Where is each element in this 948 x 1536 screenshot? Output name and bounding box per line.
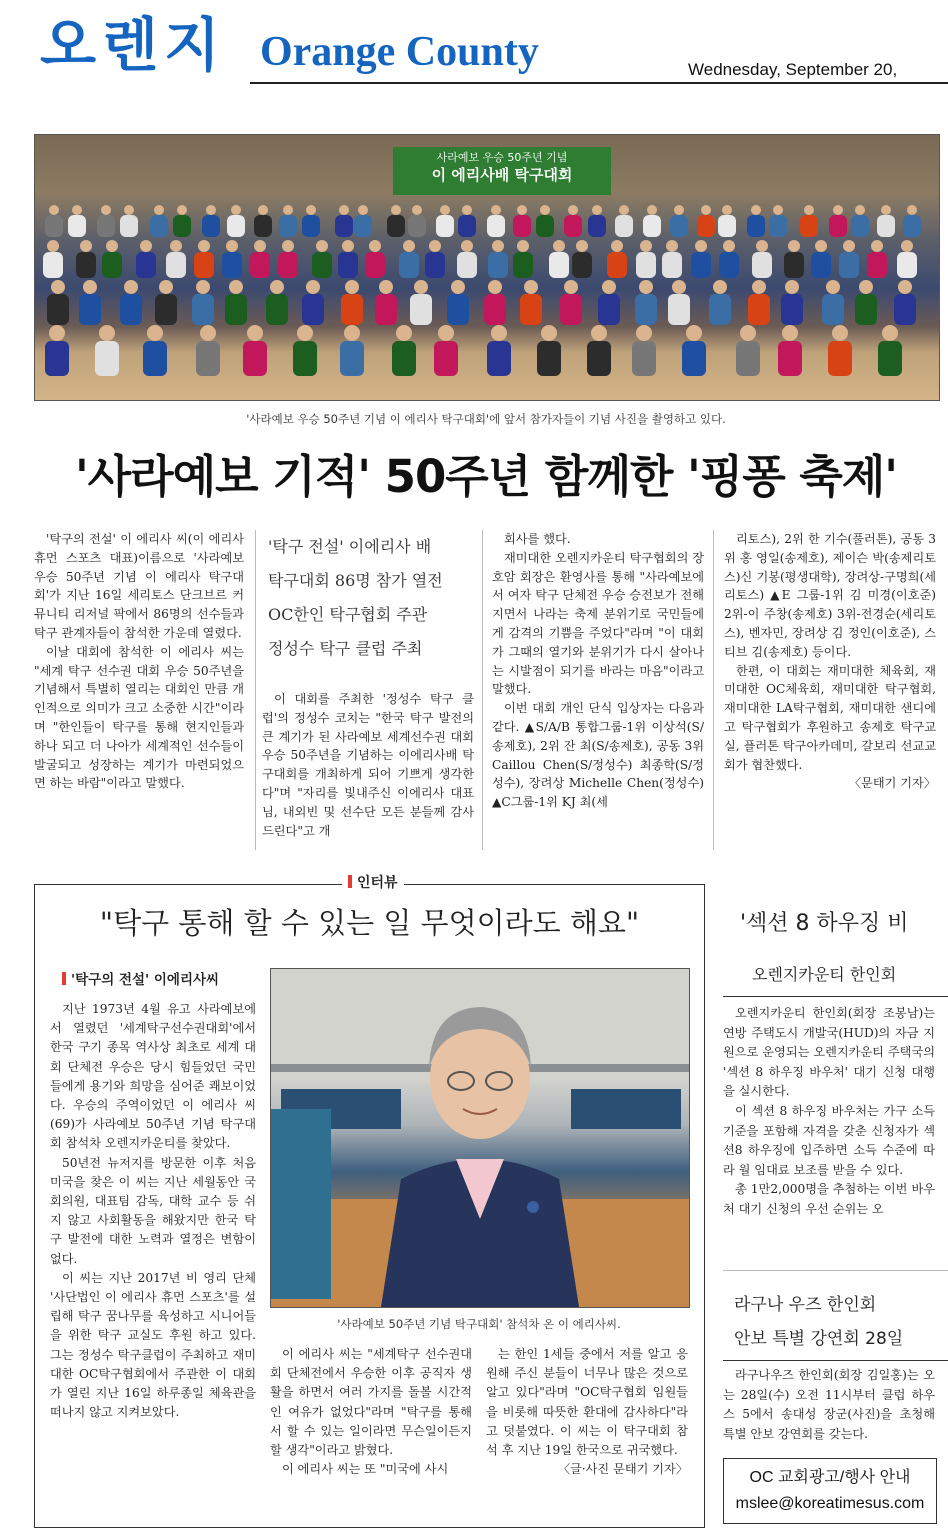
person-head	[773, 205, 783, 215]
interview-photo	[270, 968, 690, 1308]
person-body	[828, 341, 852, 376]
paragraph: 리토스), 2위 한 기수(풀러톤), 공동 3위 홍 영일(송제호), 제이슨 박(송제리토스)신 기봉(평생대학), 장려상-구명희(세리토스) ▲E 그룹-1위 김 미경(이호준) 2위-이 주창(송제호) 3위-전경순(세리토스), 벤자민, 장려상 김 정인(이호준), 스티브 김(송제호) 등이다.	[724, 532, 936, 659]
laguna-headline-1: 라구나 우즈 한인회	[734, 1295, 877, 1315]
person-head	[713, 280, 727, 294]
paragraph: 이번 대회 개인 단식 입상자는 다음과 같다. ▲S/A/B 통합그룹-1위 이상석(S/송제호), 2위 잔 최(S/송제호), 공동 3위 Caillou Chen(S/정성수) 최종학(S/정성수), 장려상 Michelle Chen(정성수) ▲C그룹-1위 KJ 최(세	[492, 701, 704, 810]
person-body	[341, 294, 363, 325]
person-head	[756, 240, 768, 252]
person-body	[668, 294, 690, 325]
person-head	[344, 325, 360, 341]
interview-headline: "탁구 통해 할 수 있는 일 무엇이라도 해요"	[99, 906, 640, 940]
section8-body	[723, 1004, 935, 1220]
person-body	[487, 341, 511, 376]
person-body	[227, 215, 245, 237]
person-body	[691, 252, 711, 278]
person-head	[106, 240, 118, 252]
person-body	[829, 215, 847, 237]
person-body	[867, 252, 887, 278]
article-column-1	[34, 530, 244, 793]
logo-english: Orange County	[260, 29, 539, 75]
person-body	[752, 252, 772, 278]
person-head	[782, 325, 798, 341]
interview-photo-caption: '사라예보 50주년 기념 탁구대회' 참석차 온 이 에리사씨.	[337, 1317, 621, 1331]
person-body	[643, 215, 661, 237]
person-head	[49, 325, 65, 341]
person-head	[379, 280, 393, 294]
interview-label	[342, 872, 404, 892]
person-head	[540, 205, 550, 215]
paragraph: 재미대한 오렌지카운티 탁구협회의 장호암 회장은 환영사를 통해 "사라예보에서 여자 탁구 단체전 우승 승전보가 전해 지면서 나라는 축제 분위기로 국민들에게 감격의 기쁨을 주었다"라며 "이 대회가 그때의 열기와 분위기가 다시 살아나는 시발점이 되기를 바라는 마음"이라고 말했다.	[492, 550, 704, 697]
person-head	[462, 205, 472, 215]
person-head	[517, 205, 527, 215]
interview-column-1	[50, 1000, 256, 1422]
person-body	[143, 341, 167, 376]
column-divider	[255, 530, 256, 850]
person-head	[396, 325, 412, 341]
person-body	[196, 341, 220, 376]
person-head	[576, 240, 588, 252]
group-photo	[34, 134, 940, 401]
person-head	[674, 205, 684, 215]
ad-line-1: OC 교회광고/행사 안내	[749, 1469, 911, 1486]
person-head	[843, 240, 855, 252]
person-head	[881, 205, 891, 215]
person-body	[894, 294, 916, 325]
person-body	[243, 341, 267, 376]
banner-line-2: 이 에리사배 탁구대회	[431, 166, 573, 184]
person-body	[784, 252, 804, 278]
paragraph: 이날 대회에 참석한 이 에리사 씨는 "세계 탁구 선수권 대회 우승 50주년을 기념해서 특별히 열리는 대회인 만큼 개인적으로 의미가 크고 소중한 시간"이라며 "한인들이 탁구를 통해 현지인들과 하나 되고 더 나아가 세계적인 선수들이 발굴되고 성장하는 계기가 마련되었으면 하는 바람"이라고 말했다.	[34, 644, 244, 791]
person-head	[871, 240, 883, 252]
paragraph: 한편, 이 대회는 재미대한 체육회, 재미대한 OC체육회, 재미대한 탁구협회, 재미대한 LA탁구협회, 재미대한 샌디에고 탁구협회가 후원하고 송제호 탁구교실, 플러톤 탁구아카데미, 갈보리 선교교회가 협찬했다.	[724, 663, 936, 772]
byline: 〈문태기 기자〉	[848, 776, 936, 791]
person-head	[282, 240, 294, 252]
column-divider	[713, 530, 714, 850]
person-body	[47, 294, 69, 325]
person-body	[897, 252, 917, 278]
person-body	[120, 294, 142, 325]
person-head	[695, 240, 707, 252]
interview-column-3	[486, 1345, 688, 1479]
person-body	[365, 252, 385, 278]
person-head	[226, 240, 238, 252]
person-head	[564, 280, 578, 294]
person-head	[568, 205, 578, 215]
person-body	[434, 341, 458, 376]
person-body	[670, 215, 688, 237]
byline: 〈글·사진 문태기 기자〉	[557, 1462, 688, 1477]
person-head	[369, 240, 381, 252]
person-body	[79, 294, 101, 325]
person-body	[719, 252, 739, 278]
person-body	[748, 294, 770, 325]
person-body	[587, 341, 611, 376]
person-body	[387, 215, 405, 237]
person-body	[97, 215, 115, 237]
person-body	[340, 341, 364, 376]
person-head	[247, 325, 263, 341]
person-body	[822, 294, 844, 325]
person-head	[451, 280, 465, 294]
person-head	[488, 280, 502, 294]
person-body	[250, 252, 270, 278]
person-body	[166, 252, 186, 278]
person-head	[412, 205, 422, 215]
person-head	[672, 280, 686, 294]
person-head	[859, 280, 873, 294]
paragraph: 지난 1973년 4월 유고 사라예보에서 열렸던 '세계탁구선수권대회'에서 한국 구기 종목 역사상 최초로 세계 대회 단체전 우승은 당시 힘들었던 국민들에게 용기와 희망을 심어준 쾌보이었다. 우승의 주역이었던 이 에리사 씨(69)가 사라예보 50주년 기념 탁구대회 참석차 오렌지카운티를 찾았다.	[50, 1002, 256, 1151]
person-head	[391, 205, 401, 215]
person-head	[159, 280, 173, 294]
person-head	[283, 205, 293, 215]
person-head	[636, 325, 652, 341]
person-head	[639, 280, 653, 294]
person-head	[403, 240, 415, 252]
subhead: 정성수 탁구 클럽 주최	[268, 639, 423, 658]
person-body	[572, 252, 592, 278]
person-body	[458, 215, 476, 237]
person-body	[425, 252, 445, 278]
person-head	[206, 205, 216, 215]
person-head	[722, 205, 732, 215]
paragraph: '탁구의 전설' 이 에리사 씨(이 에리사 휴먼 스포츠 대표)이름으로 '사라예보 우승 50주년 기념 이 에리사 탁구대회'가 지난 16일 세리토스 단크브르 커뮤니티 리저널 팍에서 86명의 선수들과 탁구 관계자들이 참석한 가운데 열렸다.	[34, 532, 244, 640]
person-body	[484, 294, 506, 325]
laguna-headline	[734, 1288, 903, 1356]
person-body	[513, 252, 533, 278]
person-body	[45, 341, 69, 376]
person-body	[778, 341, 802, 376]
paragraph: 이 씨는 지난 2017년 비 영리 단체 '사단법인 이 에리사 휴먼 스포츠'를 설립해 탁구 꿈나무를 육성하고 시니어들을 위한 탁구 교실도 후원 하고 있다. 그는 정성수 탁구클럽이 주최하고 재미대한 OC탁구협회에서 주관한 이 대회가 열린 지난 16일 하루종일 체육관을 떠나지 않고 지켜보았다.	[50, 1270, 256, 1420]
person-body	[487, 215, 505, 237]
person-body	[375, 294, 397, 325]
person-body	[598, 294, 620, 325]
laguna-body	[723, 1366, 935, 1444]
person-head	[83, 280, 97, 294]
person-body	[150, 215, 168, 237]
person-body	[354, 215, 372, 237]
portrait-illustration	[271, 969, 689, 1307]
person-body	[560, 294, 582, 325]
person-body	[697, 215, 715, 237]
subtitle-marker	[62, 972, 66, 985]
person-head	[907, 205, 917, 215]
person-head	[306, 205, 316, 215]
person-head	[541, 325, 557, 341]
person-head	[602, 280, 616, 294]
person-body	[302, 294, 324, 325]
interview-label-text: 인터뷰	[357, 875, 398, 891]
person-head	[785, 280, 799, 294]
brief-divider	[723, 1270, 948, 1271]
person-head	[306, 280, 320, 294]
person-body	[254, 215, 272, 237]
event-banner	[393, 147, 611, 195]
paragraph: 는 한인 1세들 중에서 저를 알고 응원해 주신 분들이 너무나 많은 것으로 알고 있다"라며 "OC탁구협회 임원들을 비롯해 따뜻한 환대에 감사하다"라고 덧붙였다. 이 씨는 이 탁구대회 참석 후 지난 19일 한국으로 귀국했다.	[486, 1347, 688, 1458]
person-head	[832, 325, 848, 341]
person-body	[457, 252, 477, 278]
person-body	[736, 341, 760, 376]
person-head	[901, 240, 913, 252]
person-head	[124, 280, 138, 294]
person-body	[635, 294, 657, 325]
person-body	[747, 215, 765, 237]
person-body	[488, 252, 508, 278]
person-body	[564, 215, 582, 237]
person-head	[147, 325, 163, 341]
person-body	[520, 294, 542, 325]
church-ad-box	[723, 1458, 937, 1524]
interview-subtitle	[62, 968, 219, 988]
person-head	[47, 240, 59, 252]
article-column-4	[724, 530, 936, 793]
person-body	[410, 294, 432, 325]
person-head	[170, 240, 182, 252]
person-head	[491, 325, 507, 341]
person-body	[513, 215, 531, 237]
person-head	[553, 240, 565, 252]
person-body	[102, 252, 122, 278]
person-body	[436, 215, 454, 237]
person-head	[524, 280, 538, 294]
person-body	[615, 215, 633, 237]
paragraph: 이 에리사 씨는 "세계탁구 선수권대회 단체전에서 우승한 이후 공직자 생활을 하면서 여러 가지를 돌볼 시간적인 여유가 없었다"라며 "탁구를 통해서 할 수 있는 일이라면 무슨일이든지 할 생각"이라고 밝혔다.	[270, 1347, 472, 1458]
person-head	[740, 325, 756, 341]
laguna-rule	[723, 1360, 948, 1361]
person-body	[408, 215, 426, 237]
person-head	[440, 205, 450, 215]
person-body	[588, 215, 606, 237]
person-body	[302, 215, 320, 237]
person-head	[177, 205, 187, 215]
person-body	[839, 252, 859, 278]
person-head	[855, 205, 865, 215]
person-body	[399, 252, 419, 278]
person-body	[68, 215, 86, 237]
person-head	[270, 280, 284, 294]
person-head	[833, 205, 843, 215]
person-body	[447, 294, 469, 325]
paragraph: 오렌지카운티 한인회(회장 조봉남)는 연방 주택도시 개발국(HUD)의 자금 지원으로 운영되는 오렌지카운티 주택국의 '섹션 8 하우징 바우처' 대기 신청 대행을 실시한다.	[723, 1006, 935, 1099]
person-body	[335, 215, 353, 237]
person-head	[414, 280, 428, 294]
subhead: 탁구대회 86명 참가 열전	[268, 571, 443, 590]
person-body	[877, 215, 895, 237]
column-divider	[482, 530, 483, 850]
person-head	[666, 240, 678, 252]
person-head	[492, 240, 504, 252]
person-head	[686, 325, 702, 341]
paragraph: 50년전 뉴저지를 방문한 이후 처음 미국을 찾은 이 씨는 지난 세월동안 국회의원, 대표팀 감독, 대학 교수 등 쉬지 않고 사회활동을 해왔지만 한국 탁구 발전에 대한 노력과 열정은 변함이 없다.	[50, 1155, 256, 1266]
person-body	[222, 252, 242, 278]
person-head	[438, 325, 454, 341]
article-subheads	[268, 530, 478, 666]
person-head	[491, 205, 501, 215]
person-head	[200, 325, 216, 341]
person-head	[723, 240, 735, 252]
person-body	[636, 252, 656, 278]
person-body	[718, 215, 736, 237]
paragraph: 이 섹션 8 하우징 바우처는 가구 소득 기준을 포함해 자격을 갖춘 신청자가 섹션8 하우징에 입주하면 소득 수준에 따라 월 임대료 보조를 받을 수 있다.	[723, 1103, 935, 1177]
paragraph: 라구나우즈 한인회(회장 김일홍)는 오는 28일(수) 오전 11시부터 클럽 하우스 5에서 송대성 장군(사진)을 초청해 특별 안보 강연회를 갖는다.	[723, 1368, 935, 1441]
paragraph: 회사를 했다.	[504, 532, 571, 546]
person-body	[709, 294, 731, 325]
person-body	[662, 252, 682, 278]
person-body	[225, 294, 247, 325]
person-head	[619, 205, 629, 215]
person-head	[751, 205, 761, 215]
person-body	[851, 215, 869, 237]
subhead: OC한인 탁구협회 주관	[268, 605, 428, 624]
person-body	[120, 215, 138, 237]
person-head	[358, 205, 368, 215]
person-body	[293, 341, 317, 376]
person-body	[549, 252, 569, 278]
person-head	[788, 240, 800, 252]
person-head	[101, 205, 111, 215]
logo-korean: 오렌지	[40, 11, 227, 79]
person-body	[194, 252, 214, 278]
person-head	[517, 240, 529, 252]
person-body	[632, 341, 656, 376]
person-body	[202, 215, 220, 237]
person-body	[43, 252, 63, 278]
person-head	[345, 280, 359, 294]
paragraph: 이 에리사 씨는 또 "미국에 사시	[282, 1462, 449, 1477]
person-head	[124, 205, 134, 215]
person-head	[592, 205, 602, 215]
person-head	[231, 205, 241, 215]
person-head	[804, 205, 814, 215]
person-head	[198, 240, 210, 252]
person-head	[826, 280, 840, 294]
paragraph: 이 대회를 주최한 '정성수 탁구 클럽'의 정성수 코치는 "한국 탁구 발전의 큰 계기가 된 사라예보 세계선수권 대회 우승 50주년을 기념하는 이에리사배 탁구대회를 개최하게 되어 기쁘게 생각한다"며 "자리를 빛내주신 이에리사 대표님, 내외빈 및 선수단 모든 분들께 감사드린다"고 개	[262, 692, 474, 838]
person-head	[254, 240, 266, 252]
person-body	[312, 252, 332, 278]
person-body	[903, 215, 921, 237]
person-body	[279, 215, 297, 237]
photo-caption: '사라예보 우승 50주년 기념 이 에리사 탁구대회'에 앞서 참가자들이 기념 사진을 촬영하고 있다.	[246, 412, 726, 426]
person-head	[461, 240, 473, 252]
person-body	[45, 215, 63, 237]
person-head	[611, 240, 623, 252]
person-head	[752, 280, 766, 294]
person-body	[95, 341, 119, 376]
section8-headline: '섹션 8 하우징 비	[740, 911, 909, 936]
person-body	[536, 215, 554, 237]
person-body	[76, 252, 96, 278]
person-body	[878, 341, 902, 376]
person-body	[607, 252, 627, 278]
laguna-headline-2: 안보 특별 강연회 28일	[734, 1329, 904, 1349]
ad-email: mslee@koreatimesus.com	[735, 1495, 925, 1512]
person-head	[815, 240, 827, 252]
paragraph: 총 1만2,000명을 추첨하는 이번 바우처 대기 신청의 우선 순위는 오	[723, 1182, 935, 1216]
person-body	[155, 294, 177, 325]
person-body	[392, 341, 416, 376]
person-body	[338, 252, 358, 278]
person-head	[640, 240, 652, 252]
person-head	[316, 240, 328, 252]
person-head	[701, 205, 711, 215]
person-head	[51, 280, 65, 294]
person-head	[591, 325, 607, 341]
person-head	[258, 205, 268, 215]
person-body	[800, 215, 818, 237]
person-body	[811, 252, 831, 278]
person-body	[781, 294, 803, 325]
interview-subtitle-text: '탁구의 전설' 이에리사씨	[71, 972, 220, 988]
person-head	[72, 205, 82, 215]
person-body	[266, 294, 288, 325]
person-head	[99, 325, 115, 341]
person-head	[898, 280, 912, 294]
person-body	[278, 252, 298, 278]
person-head	[229, 280, 243, 294]
masthead-rule	[250, 82, 948, 84]
person-head	[342, 240, 354, 252]
person-head	[196, 280, 210, 294]
person-head	[140, 240, 152, 252]
subhead: '탁구 전설' 이에리사 배	[268, 537, 432, 556]
person-body	[192, 294, 214, 325]
section8-rule	[723, 996, 948, 997]
person-head	[882, 325, 898, 341]
person-body	[537, 341, 561, 376]
article-column-2	[262, 690, 474, 840]
issue-date: Wednesday, September 20,	[688, 60, 898, 79]
label-marker	[348, 875, 352, 888]
person-body	[136, 252, 156, 278]
article-column-3	[492, 530, 704, 812]
person-head	[80, 240, 92, 252]
banner-line-1: 사라예보 우승 50주년 기념	[436, 151, 568, 164]
person-head	[49, 205, 59, 215]
person-body	[173, 215, 191, 237]
interview-column-2	[270, 1345, 472, 1479]
person-head	[647, 205, 657, 215]
person-body	[769, 215, 787, 237]
person-head	[339, 205, 349, 215]
person-body	[855, 294, 877, 325]
person-head	[154, 205, 164, 215]
main-headline: '사라예보 기적' 50주년 함께한 '핑퐁 축제'	[74, 450, 898, 503]
person-head	[429, 240, 441, 252]
section8-subhead: 오렌지카운티 한인회	[752, 965, 897, 984]
person-head	[297, 325, 313, 341]
person-body	[682, 341, 706, 376]
